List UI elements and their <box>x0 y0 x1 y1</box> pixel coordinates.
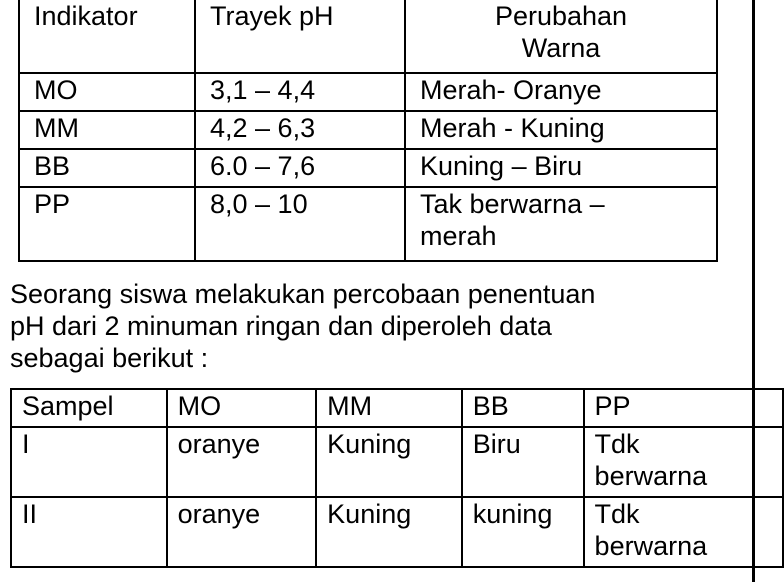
pp-result-cell <box>584 497 783 567</box>
indicator-table <box>18 0 718 262</box>
sample-results-table <box>10 388 784 568</box>
pp-result-line-1: Tdk <box>594 499 640 529</box>
table-row <box>19 149 717 187</box>
experiment-paragraph <box>10 278 750 374</box>
pp-result-cell <box>584 427 783 497</box>
header-indikator: Indikator <box>19 0 195 73</box>
pp-result-line-2: berwarna <box>594 531 708 561</box>
paragraph-line-2: pH dari 2 minuman ringan dan diperoleh data <box>10 311 552 341</box>
table-header-row <box>19 0 717 73</box>
header-trayek-ph: Trayek pH <box>195 0 405 73</box>
indicator-cell: PP <box>19 187 195 261</box>
table-row <box>19 73 717 111</box>
indicator-cell: MO <box>19 73 195 111</box>
paragraph-line-1: Seorang siswa melakukan percobaan penentuan <box>10 279 596 309</box>
ph-range-cell: 6.0 – 7,6 <box>195 149 405 187</box>
sample-cell: II <box>11 497 167 567</box>
pp-result-line-2: berwarna <box>594 461 708 491</box>
table-row <box>19 187 717 261</box>
mm-result-cell: Kuning <box>316 497 462 567</box>
table-row <box>19 111 717 149</box>
color-change-line-2: merah <box>420 221 497 251</box>
mo-result-cell: oranye <box>167 427 317 497</box>
header-perubahan-line-1: Perubahan <box>494 1 628 31</box>
mm-result-cell: Kuning <box>316 427 462 497</box>
header-perubahan-line-2: Warna <box>521 33 601 63</box>
header-perubahan-warna <box>405 0 717 73</box>
paragraph-line-3: sebagai berikut : <box>10 343 209 373</box>
header-bb: BB <box>462 389 584 427</box>
ph-range-cell: 3,1 – 4,4 <box>195 73 405 111</box>
color-change-line-1: Tak berwarna – <box>420 189 605 219</box>
mo-result-cell: oranye <box>167 497 317 567</box>
bb-result-cell: Biru <box>462 427 584 497</box>
table-row <box>11 497 783 567</box>
table-header-row <box>11 389 783 427</box>
table-row <box>11 427 783 497</box>
indicator-cell: BB <box>19 149 195 187</box>
ph-range-cell: 4,2 – 6,3 <box>195 111 405 149</box>
sample-cell: I <box>11 427 167 497</box>
header-pp: PP <box>584 389 783 427</box>
bb-result-cell: kuning <box>462 497 584 567</box>
color-change-cell: Kuning – Biru <box>405 149 717 187</box>
color-change-cell: Merah- Oranye <box>405 73 717 111</box>
color-change-cell: Merah - Kuning <box>405 111 717 149</box>
ph-range-cell: 8,0 – 10 <box>195 187 405 261</box>
indicator-cell: MM <box>19 111 195 149</box>
header-mm: MM <box>316 389 462 427</box>
header-sampel: Sampel <box>11 389 167 427</box>
pp-result-line-1: Tdk <box>594 429 640 459</box>
header-mo: MO <box>167 389 317 427</box>
color-change-cell <box>405 187 717 261</box>
